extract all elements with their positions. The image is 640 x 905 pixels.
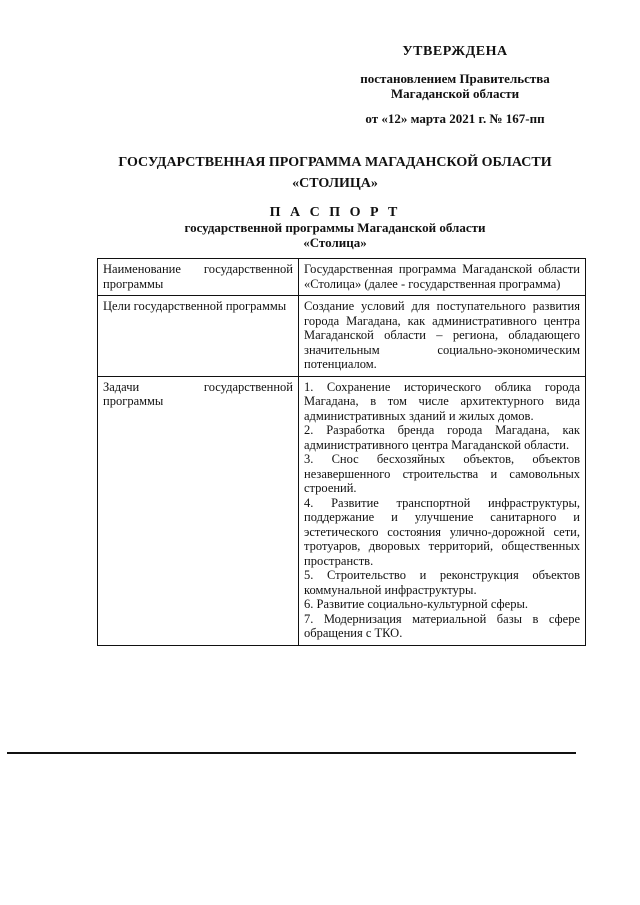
task-list [299, 376, 586, 645]
approval-title: УТВЕРЖДЕНА [402, 44, 508, 59]
program-title-line-1: ГОСУДАРСТВЕННАЯ ПРОГРАММА МАГАДАНСКОЙ ОБЛАСТИ [118, 155, 552, 170]
passport-subtitle-1: государственной программы Магаданской области [184, 220, 486, 235]
task-item: 7. Модернизация материальной базы в сфере обращения с ТКО. [304, 611, 580, 640]
approval-line-1: постановлением Правительства [360, 71, 550, 86]
footer-divider [7, 752, 576, 754]
approval-stamp [340, 44, 570, 126]
task-item: 5. Строительство и реконструкция объектов коммунальной инфраструктуры. [304, 568, 580, 597]
row-value: Государственная программа Магаданской области «Столица» (далее - государственная программа) [299, 259, 586, 296]
table-row-name [98, 259, 586, 296]
program-title-line-2: «СТОЛИЦА» [292, 176, 378, 191]
passport-title: П А С П О Р Т [269, 205, 401, 220]
passport-table [97, 258, 586, 646]
approval-line-2: Магаданской области [390, 86, 520, 101]
row-value: Создание условий для поступательного развития города Магадана, как административного центра Магаданской области – региона, обладающего значительным социально-экономическим потенциалом. [299, 296, 586, 377]
table-row-tasks [98, 376, 586, 645]
task-item: 4. Развитие транспортной инфраструктуры, поддержание и улучшение санитарного и эстетического состояния улично-дорожной сети, тротуаров, дворовых территорий, общественных пространств. [304, 495, 580, 568]
passport-subtitle-2: «Столица» [303, 235, 367, 250]
task-item: 6. Развитие социально-культурной сферы. [304, 597, 528, 611]
task-item: 2. Разработка бренда города Магадана, как административного центра Магаданской области. [304, 423, 580, 452]
row-label: Цели государственной программы [98, 296, 299, 377]
passport-heading [95, 205, 575, 250]
decree-date: от «12» марта 2021 г. № 167-пп [365, 111, 545, 126]
row-label: Наименование государственной программы [98, 259, 299, 296]
task-item: 3. Снос бесхозяйных объектов, объектов незавершенного строительства и самовольных строений. [304, 452, 580, 495]
program-title [95, 152, 575, 194]
task-item: 1. Сохранение исторического облика города Магадана, в том числе архитектурного вида административных зданий и жилых домов. [304, 379, 580, 423]
table-row-goals [98, 296, 586, 377]
row-label: Задачи государственной программы [98, 376, 299, 645]
